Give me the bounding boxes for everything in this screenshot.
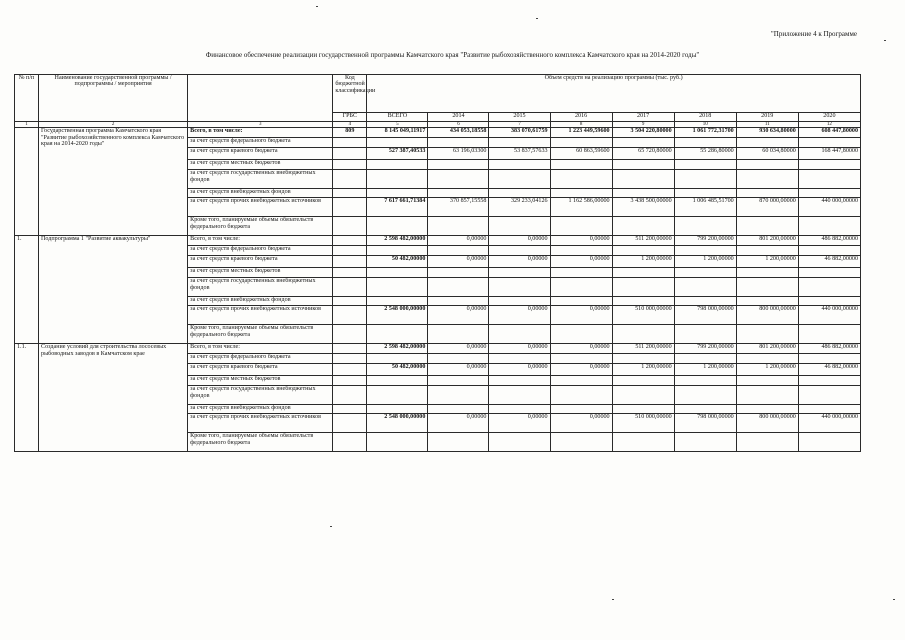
year-value bbox=[736, 268, 798, 278]
year-value bbox=[428, 433, 489, 452]
year-value bbox=[428, 268, 489, 278]
year-value: 1 200,00000 bbox=[674, 364, 736, 376]
financing-table bbox=[14, 74, 861, 452]
header-year: 2019 bbox=[736, 113, 798, 122]
total-value bbox=[367, 217, 428, 236]
year-value bbox=[489, 278, 550, 297]
header-total: ВСЕГО bbox=[367, 113, 428, 122]
grbs-code bbox=[333, 148, 367, 160]
total-value bbox=[367, 268, 428, 278]
year-value: 799 200,00000 bbox=[674, 344, 736, 354]
year-value bbox=[428, 325, 489, 344]
year-value: 53 837,57633 bbox=[489, 148, 550, 160]
funding-source: за счет средств местных бюджетов bbox=[188, 160, 333, 170]
row-number: 1. bbox=[15, 236, 39, 344]
appendix-label: "Приложение 4 к Программе bbox=[770, 30, 857, 38]
header-year: 2017 bbox=[612, 113, 674, 122]
year-value bbox=[489, 246, 550, 256]
year-value: 46 882,00000 bbox=[798, 256, 860, 268]
grbs-code bbox=[333, 344, 367, 354]
year-value: 870 000,00000 bbox=[736, 198, 798, 217]
year-value bbox=[550, 189, 612, 198]
year-value bbox=[798, 354, 860, 364]
scan-speck bbox=[893, 599, 895, 600]
grbs-code bbox=[333, 354, 367, 364]
year-value bbox=[798, 268, 860, 278]
column-index: 11 bbox=[736, 122, 798, 128]
total-value bbox=[367, 160, 428, 170]
total-value bbox=[367, 433, 428, 452]
header-year: 2020 bbox=[798, 113, 860, 122]
program-name: Подпрограмма 1 "Развитие аквакультуры" bbox=[39, 236, 188, 344]
header-year: 2015 bbox=[489, 113, 550, 122]
column-index: 1 bbox=[15, 122, 39, 128]
year-value bbox=[489, 354, 550, 364]
program-name: Государственная программа Камчатского края "Развитие рыбохозяйственного комплекса Камчатского края на 2014-2020 годы" bbox=[39, 128, 188, 236]
year-value bbox=[674, 354, 736, 364]
grbs-code bbox=[333, 297, 367, 306]
total-value: 7 617 661,71384 bbox=[367, 198, 428, 217]
year-value bbox=[798, 297, 860, 306]
year-value: 486 882,00000 bbox=[798, 236, 860, 246]
funding-source: за счет средств местных бюджетов bbox=[188, 268, 333, 278]
grbs-code bbox=[333, 268, 367, 278]
year-value bbox=[736, 433, 798, 452]
year-value bbox=[550, 386, 612, 405]
total-value: 2 598 482,00000 bbox=[367, 344, 428, 354]
total-value: 2 548 000,00000 bbox=[367, 306, 428, 325]
funding-source: за счет средств прочих внебюджетных источников bbox=[188, 198, 333, 217]
total-value: 527 387,40533 bbox=[367, 148, 428, 160]
year-value bbox=[550, 376, 612, 386]
column-index: 9 bbox=[612, 122, 674, 128]
grbs-code bbox=[333, 138, 367, 148]
grbs-code bbox=[333, 198, 367, 217]
year-value bbox=[612, 376, 674, 386]
header-row-1 bbox=[15, 75, 861, 113]
year-value bbox=[798, 386, 860, 405]
total-value bbox=[367, 386, 428, 405]
year-value bbox=[612, 189, 674, 198]
program-name: Создание условий для строительства лососевых рыбоводных заводов в Камчатском крае bbox=[39, 344, 188, 452]
funding-source: за счет средств государственных внебюджетных фондов bbox=[188, 278, 333, 297]
header-name: Наименование государственной программы / подпрограммы / мероприятия bbox=[39, 75, 188, 122]
year-value: 486 882,00000 bbox=[798, 344, 860, 354]
total-value bbox=[367, 278, 428, 297]
year-value: 0,00000 bbox=[550, 364, 612, 376]
year-value bbox=[612, 405, 674, 414]
year-value: 800 000,00000 bbox=[736, 414, 798, 433]
year-value bbox=[674, 278, 736, 297]
year-value: 1 200,00000 bbox=[674, 256, 736, 268]
year-value bbox=[550, 433, 612, 452]
year-value: 0,00000 bbox=[550, 306, 612, 325]
year-value bbox=[612, 217, 674, 236]
year-value bbox=[489, 189, 550, 198]
year-value: 0,00000 bbox=[489, 344, 550, 354]
year-value: 0,00000 bbox=[489, 256, 550, 268]
year-value bbox=[674, 376, 736, 386]
year-value bbox=[612, 268, 674, 278]
funding-source: за счет средств государственных внебюджетных фондов bbox=[188, 170, 333, 189]
year-value: 65 720,80000 bbox=[612, 148, 674, 160]
column-index: 12 bbox=[798, 122, 860, 128]
total-value bbox=[367, 189, 428, 198]
year-value: 440 000,00000 bbox=[798, 198, 860, 217]
year-value: 0,00000 bbox=[428, 364, 489, 376]
year-value bbox=[736, 376, 798, 386]
year-value bbox=[736, 354, 798, 364]
year-value: 0,00000 bbox=[550, 344, 612, 354]
year-value bbox=[489, 325, 550, 344]
year-value bbox=[428, 160, 489, 170]
year-value bbox=[550, 297, 612, 306]
funding-source: за счет средств местных бюджетов bbox=[188, 376, 333, 386]
year-value bbox=[489, 138, 550, 148]
year-value bbox=[736, 278, 798, 297]
year-value bbox=[489, 376, 550, 386]
year-value bbox=[550, 325, 612, 344]
year-value bbox=[736, 246, 798, 256]
column-index: 10 bbox=[674, 122, 736, 128]
funding-source: Всего, в том числе: bbox=[188, 344, 333, 354]
year-value: 511 200,00000 bbox=[612, 344, 674, 354]
year-value: 329 233,04126 bbox=[489, 198, 550, 217]
year-value: 55 286,80000 bbox=[674, 148, 736, 160]
year-value bbox=[674, 325, 736, 344]
funding-source: за счет средств федерального бюджета bbox=[188, 246, 333, 256]
funding-source: за счет средств федерального бюджета bbox=[188, 138, 333, 148]
column-index: 5 bbox=[367, 122, 428, 128]
year-value: 370 857,15558 bbox=[428, 198, 489, 217]
year-value: 0,00000 bbox=[428, 236, 489, 246]
grbs-code bbox=[333, 217, 367, 236]
funding-source: за счет средств государственных внебюджетных фондов bbox=[188, 386, 333, 405]
year-value bbox=[736, 138, 798, 148]
year-value bbox=[550, 354, 612, 364]
year-value: 0,00000 bbox=[428, 344, 489, 354]
year-value bbox=[550, 405, 612, 414]
year-value: 3 504 220,80000 bbox=[612, 128, 674, 138]
year-value: 1 200,00000 bbox=[612, 364, 674, 376]
year-value: 0,00000 bbox=[428, 414, 489, 433]
grbs-code bbox=[333, 236, 367, 246]
column-index: 3 bbox=[188, 122, 333, 128]
column-index: 6 bbox=[428, 122, 489, 128]
total-value: 50 482,00000 bbox=[367, 256, 428, 268]
year-value bbox=[428, 297, 489, 306]
year-value bbox=[612, 246, 674, 256]
year-value bbox=[428, 405, 489, 414]
row-number bbox=[15, 128, 39, 236]
total-value bbox=[367, 405, 428, 414]
year-value bbox=[674, 268, 736, 278]
year-value: 46 882,00000 bbox=[798, 364, 860, 376]
funding-source: Всего, в том числе: bbox=[188, 236, 333, 246]
column-index: 8 bbox=[550, 122, 612, 128]
year-value bbox=[428, 354, 489, 364]
funding-source: Кроме того, планируемые объемы обязательств федерального бюджета bbox=[188, 433, 333, 452]
header-year: 2018 bbox=[674, 113, 736, 122]
year-value: 383 070,61759 bbox=[489, 128, 550, 138]
year-value bbox=[428, 386, 489, 405]
total-value: 2 598 482,00000 bbox=[367, 236, 428, 246]
year-value: 434 053,18558 bbox=[428, 128, 489, 138]
total-value bbox=[367, 297, 428, 306]
year-value: 0,00000 bbox=[550, 414, 612, 433]
year-value: 440 000,00000 bbox=[798, 414, 860, 433]
funding-source: за счет средств прочих внебюджетных источников bbox=[188, 306, 333, 325]
total-value bbox=[367, 354, 428, 364]
year-value bbox=[612, 354, 674, 364]
header-volume: Объем средств на реализацию программы (тыс. руб.) bbox=[367, 75, 861, 113]
year-value: 1 223 449,59600 bbox=[550, 128, 612, 138]
funding-source: за счет средств внебюджетных фондов bbox=[188, 297, 333, 306]
year-value bbox=[798, 160, 860, 170]
year-value: 0,00000 bbox=[489, 306, 550, 325]
year-value: 0,00000 bbox=[489, 364, 550, 376]
grbs-code: 809 bbox=[333, 128, 367, 138]
funding-source: Кроме того, планируемые объемы обязательств федерального бюджета bbox=[188, 325, 333, 344]
year-value bbox=[428, 246, 489, 256]
funding-source: за счет средств краевого бюджета bbox=[188, 148, 333, 160]
funding-source: за счет средств федерального бюджета bbox=[188, 354, 333, 364]
year-value: 0,00000 bbox=[489, 236, 550, 246]
year-value bbox=[489, 297, 550, 306]
year-value: 801 200,00000 bbox=[736, 344, 798, 354]
year-value bbox=[798, 405, 860, 414]
grbs-code bbox=[333, 246, 367, 256]
year-value: 930 634,80000 bbox=[736, 128, 798, 138]
grbs-code bbox=[333, 364, 367, 376]
row-number: 1.1. bbox=[15, 344, 39, 452]
year-value: 63 196,03300 bbox=[428, 148, 489, 160]
year-value bbox=[612, 386, 674, 405]
year-value: 168 447,80000 bbox=[798, 148, 860, 160]
year-value bbox=[550, 138, 612, 148]
total-value bbox=[367, 170, 428, 189]
year-value bbox=[798, 138, 860, 148]
year-value: 799 200,00000 bbox=[674, 236, 736, 246]
year-value bbox=[428, 278, 489, 297]
year-value bbox=[550, 268, 612, 278]
year-value: 1 061 772,31700 bbox=[674, 128, 736, 138]
year-value: 0,00000 bbox=[428, 256, 489, 268]
year-value bbox=[736, 297, 798, 306]
year-value bbox=[612, 297, 674, 306]
total-value: 50 482,00000 bbox=[367, 364, 428, 376]
year-value: 1 006 485,51700 bbox=[674, 198, 736, 217]
grbs-code bbox=[333, 405, 367, 414]
grbs-code bbox=[333, 414, 367, 433]
year-value bbox=[489, 386, 550, 405]
year-value bbox=[674, 405, 736, 414]
column-index: 4 bbox=[333, 122, 367, 128]
year-value: 798 000,00000 bbox=[674, 306, 736, 325]
total-value: 8 145 049,11917 bbox=[367, 128, 428, 138]
year-value bbox=[736, 160, 798, 170]
year-value bbox=[550, 217, 612, 236]
year-value bbox=[736, 217, 798, 236]
year-value: 1 162 586,00000 bbox=[550, 198, 612, 217]
year-value bbox=[489, 170, 550, 189]
year-value: 510 000,00000 bbox=[612, 414, 674, 433]
year-value bbox=[674, 217, 736, 236]
year-value bbox=[736, 386, 798, 405]
header-year: 2014 bbox=[428, 113, 489, 122]
grbs-code bbox=[333, 386, 367, 405]
year-value bbox=[736, 325, 798, 344]
year-value bbox=[736, 405, 798, 414]
grbs-code bbox=[333, 433, 367, 452]
header-grbs: ГРБС bbox=[333, 113, 367, 122]
year-value bbox=[428, 189, 489, 198]
year-value bbox=[736, 189, 798, 198]
year-value bbox=[612, 160, 674, 170]
year-value bbox=[798, 170, 860, 189]
year-value bbox=[674, 138, 736, 148]
year-value bbox=[550, 246, 612, 256]
year-value bbox=[798, 325, 860, 344]
column-index: 7 bbox=[489, 122, 550, 128]
year-value bbox=[798, 278, 860, 297]
funding-source: за счет средств внебюджетных фондов bbox=[188, 405, 333, 414]
year-value: 0,00000 bbox=[550, 256, 612, 268]
total-value bbox=[367, 138, 428, 148]
year-value bbox=[798, 376, 860, 386]
year-value: 60 863,59600 bbox=[550, 148, 612, 160]
year-value bbox=[550, 160, 612, 170]
year-value: 1 200,00000 bbox=[736, 364, 798, 376]
year-value bbox=[428, 376, 489, 386]
year-value: 798 000,00000 bbox=[674, 414, 736, 433]
year-value bbox=[674, 160, 736, 170]
header-num: № п/п bbox=[15, 75, 39, 122]
year-value bbox=[612, 170, 674, 189]
year-value bbox=[674, 433, 736, 452]
scan-speck bbox=[316, 6, 318, 7]
year-value bbox=[612, 278, 674, 297]
grbs-code bbox=[333, 376, 367, 386]
grbs-code bbox=[333, 325, 367, 344]
grbs-code bbox=[333, 189, 367, 198]
year-value: 3 438 500,00000 bbox=[612, 198, 674, 217]
year-value bbox=[550, 170, 612, 189]
year-value bbox=[798, 246, 860, 256]
funding-source: за счет средств прочих внебюджетных источников bbox=[188, 414, 333, 433]
scan-speck bbox=[612, 599, 614, 600]
column-index: 2 bbox=[39, 122, 188, 128]
year-value bbox=[674, 246, 736, 256]
year-value: 0,00000 bbox=[428, 306, 489, 325]
year-value bbox=[428, 217, 489, 236]
funding-source: за счет средств краевого бюджета bbox=[188, 256, 333, 268]
total-value: 2 548 000,00000 bbox=[367, 414, 428, 433]
year-value: 440 000,00000 bbox=[798, 306, 860, 325]
grbs-code bbox=[333, 170, 367, 189]
year-value bbox=[798, 433, 860, 452]
year-value: 1 200,00000 bbox=[612, 256, 674, 268]
year-value: 0,00000 bbox=[550, 236, 612, 246]
total-value bbox=[367, 246, 428, 256]
grbs-code bbox=[333, 278, 367, 297]
year-value bbox=[674, 386, 736, 405]
year-value: 60 034,80000 bbox=[736, 148, 798, 160]
year-value bbox=[489, 217, 550, 236]
year-value bbox=[489, 160, 550, 170]
total-value bbox=[367, 376, 428, 386]
year-value: 801 200,00000 bbox=[736, 236, 798, 246]
year-value: 510 000,00000 bbox=[612, 306, 674, 325]
year-value: 608 447,80000 bbox=[798, 128, 860, 138]
document-title: Финансовое обеспечение реализации государственной программы Камчатского края "Развитие рыбохозяйственного комплекса Камчатского края на 2014-2020 годы" bbox=[205, 51, 700, 59]
year-value bbox=[674, 297, 736, 306]
year-value bbox=[489, 405, 550, 414]
table-row bbox=[15, 344, 861, 354]
year-value bbox=[674, 189, 736, 198]
header-code: Код бюджетной классификации bbox=[333, 75, 367, 113]
year-value bbox=[798, 217, 860, 236]
year-value: 800 000,00000 bbox=[736, 306, 798, 325]
funding-source: Кроме того, планируемые объемы обязательств федерального бюджета bbox=[188, 217, 333, 236]
year-value bbox=[798, 189, 860, 198]
grbs-code bbox=[333, 160, 367, 170]
year-value bbox=[612, 433, 674, 452]
year-value bbox=[428, 138, 489, 148]
funding-source: за счет средств краевого бюджета bbox=[188, 364, 333, 376]
header-blank bbox=[188, 75, 333, 122]
year-value bbox=[489, 433, 550, 452]
grbs-code bbox=[333, 306, 367, 325]
scan-speck bbox=[536, 18, 538, 19]
table-row bbox=[15, 128, 861, 138]
year-value bbox=[612, 138, 674, 148]
grbs-code bbox=[333, 256, 367, 268]
year-value: 0,00000 bbox=[489, 414, 550, 433]
year-value: 511 200,00000 bbox=[612, 236, 674, 246]
year-value bbox=[489, 268, 550, 278]
total-value bbox=[367, 325, 428, 344]
year-value bbox=[674, 170, 736, 189]
funding-source: Всего, в том числе: bbox=[188, 128, 333, 138]
year-value bbox=[736, 170, 798, 189]
year-value bbox=[428, 170, 489, 189]
scan-speck bbox=[330, 526, 332, 527]
funding-source: за счет средств внебюджетных фондов bbox=[188, 189, 333, 198]
year-value: 1 200,00000 bbox=[736, 256, 798, 268]
header-year: 2016 bbox=[550, 113, 612, 122]
year-value bbox=[550, 278, 612, 297]
year-value bbox=[612, 325, 674, 344]
scan-speck bbox=[884, 40, 886, 41]
table-row bbox=[15, 236, 861, 246]
